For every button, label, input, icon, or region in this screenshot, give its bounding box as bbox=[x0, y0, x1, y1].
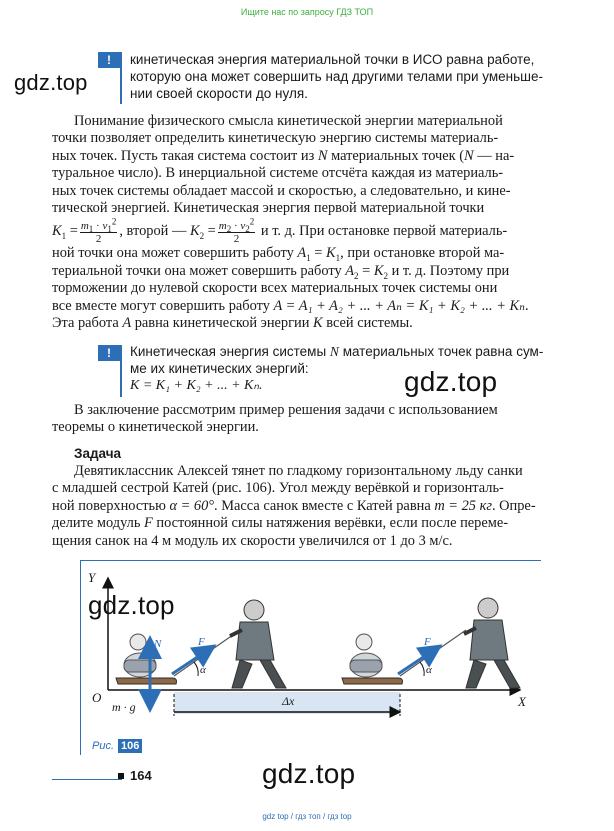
watermark-4: gdz.top bbox=[262, 758, 356, 789]
rope-1 bbox=[174, 630, 240, 676]
boy-pulling-2 bbox=[464, 598, 520, 688]
watermark-2: gdz.top bbox=[404, 366, 498, 397]
angle-label-2: α bbox=[426, 664, 432, 676]
y-axis-label: Y bbox=[88, 570, 96, 585]
angle-label-1: α bbox=[200, 664, 206, 676]
note-bar bbox=[120, 52, 122, 104]
rope-2 bbox=[400, 630, 466, 676]
task-text: Девятиклассник Алексей тянет по гладкому горизонтальному льду санки с младшей сестрой Катей (рис. 106). Угол между верёвкой и горизонталь- ной поверхностью α = 60°. Масса санок вместе с Катей равна m = 25 кг. Опре- делите модуль F постоянной силы натяжения верёвки, если после переме- щения санок на 4 м модуль их скорости увеличился от 1 до 3 м/с. bbox=[52, 463, 536, 549]
normal-force-label: N bbox=[154, 638, 162, 650]
exclamation-icon: ! bbox=[98, 345, 120, 361]
figure-106-illustration bbox=[80, 560, 540, 754]
x-axis-label: X bbox=[518, 694, 526, 709]
fraction-k2: $\frac{m_2 \cdot v_2^2}{2}$ bbox=[218, 215, 255, 245]
gravity-force-label: m · g bbox=[112, 700, 136, 714]
exclamation-icon: ! bbox=[98, 52, 120, 68]
note-bar bbox=[120, 345, 122, 397]
tension-force-vector-2 bbox=[398, 646, 440, 674]
page-number-rule bbox=[52, 779, 122, 780]
boy-pulling-1 bbox=[230, 600, 286, 688]
tension-force-vector-1 bbox=[172, 646, 214, 674]
figure-caption: Рис. 106 bbox=[92, 736, 142, 754]
tension-force-label-2: F bbox=[424, 636, 431, 648]
figure-number: 106 bbox=[118, 739, 142, 753]
origin-label: O bbox=[92, 690, 102, 705]
footer-links[interactable]: gdz top / гдз топ / гдз top bbox=[262, 812, 352, 821]
watermark-1: gdz.top bbox=[14, 70, 88, 95]
sled-with-girl-1 bbox=[116, 634, 177, 684]
watermark-3: gdz.top bbox=[88, 590, 175, 620]
tension-force-label-1: F bbox=[198, 636, 205, 648]
note-important-2: Кинетическая энергия системы N материальных точек равна сум- ме их кинетических энергий: K = K₁ + K₂ + ... + Kₙ. bbox=[130, 344, 544, 393]
fraction-k1: $\frac{m_1 \cdot v_1^2}{2}$ bbox=[80, 215, 117, 245]
displacement-label: Δx bbox=[282, 694, 295, 708]
top-banner[interactable]: Ищите нас по запросу ГДЗ ТОП bbox=[240, 7, 374, 17]
paragraph-system-energy: Понимание физического смысла кинетической энергии материальной точки позволяет определить кинетическую энергию системы материаль- ных точек. Пусть такая система состоит из N материальных точек (N — на- туральное число). В инерциальной системе отсчёта каждая из материаль- ных точек системы обладает массой и скоростью, а следовательно, и кине- тической энергией. Кинетическая энергия первой материальной точки $K_1$ = $\frac{m_1 \cdot v_1^2}{2}$ , второй — $K_2$ = $\frac{m_2 \cdot v_2^2}{2}$ и т. д. При остановке первой материаль- ной точки она может совершить работу $A_1 = K_1$, при остановке второй ма- териальной точки она может совершить работу $A_2 = K_2$ и т. д. Поэтому при торможении до нулевой скорости всех материальных точек системы они все вместе могут совершить работу A = A₁ + A₂ + ... + Aₙ = K₁ + K₂ + ... + Kₙ. Эта работа A равна кинетической энергии K всей системы. bbox=[52, 113, 562, 332]
page-number: 164 bbox=[130, 768, 152, 783]
page-number-bullet bbox=[118, 773, 124, 779]
task-heading: Задача bbox=[74, 446, 122, 461]
formula-line: $K_1$ = $\frac{m_1 \cdot v_1^2}{2}$ , второй — $K_2$ = $\frac{m_2 \cdot v_2^2}{2}$ и т. д. При остановке первой материаль- bbox=[52, 215, 508, 245]
note-important-1: кинетическая энергия материальной точки в ИСО равна работе, которую она может совершить над другими телами при уменьше- нии своей скорости до нуля. bbox=[130, 52, 543, 101]
sled-with-girl-2 bbox=[342, 634, 403, 684]
paragraph-conclusion: В заключение рассмотрим пример решения задачи с использованием теоремы о кинетической энергии. bbox=[52, 402, 498, 436]
